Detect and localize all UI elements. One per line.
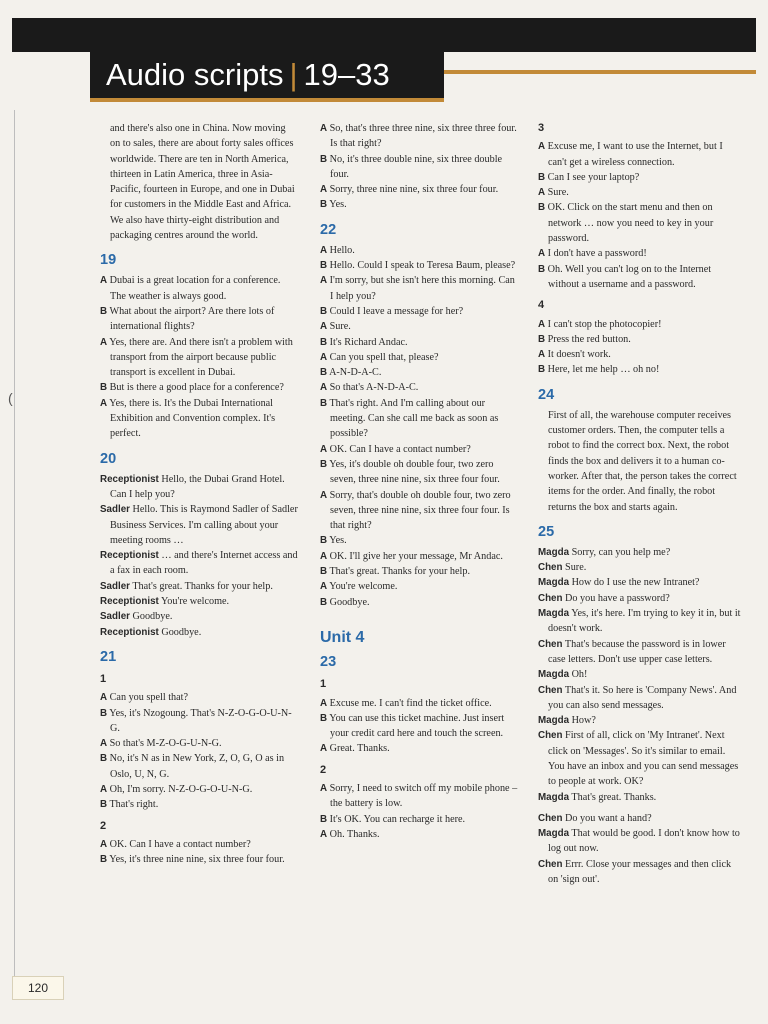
dialogue-line <box>320 396 520 442</box>
speaker-label: A <box>320 244 328 256</box>
line-text: Oh, I'm sorry. N-Z-O-G-O-U-N-G. <box>109 783 253 795</box>
line-text: No, it's three double nine, six three double four. <box>329 153 503 180</box>
speaker-label: A <box>320 123 328 134</box>
unit-heading: Unit 4 <box>320 628 365 646</box>
dialogue-20 <box>100 472 298 640</box>
line-text: Sure. <box>565 562 587 574</box>
dialogue-line <box>538 606 742 637</box>
speaker-label: A <box>320 184 328 196</box>
speaker-label: Chen <box>538 858 563 870</box>
section-number: 25 <box>538 523 555 540</box>
line-text: OK. I'll give her your message, Mr Andac. <box>329 550 503 562</box>
dialogue-line <box>100 751 298 782</box>
speaker-label: A <box>320 489 328 501</box>
dialogue-line <box>100 579 298 594</box>
speaker-label: B <box>320 566 328 578</box>
paragraph-24: First of all, the warehouse computer receives customer orders. Then, the computer tells a robot to find the correct box. Next, the robot finds the box and delivers it to a human co-worker. After that, the person takes the correct items for the order. And finally, the robot returns the box and starts again. <box>548 409 737 513</box>
line-text: OK. Can I have a contact number? <box>329 443 471 455</box>
dialogue-line <box>320 549 520 564</box>
section-number: 19 <box>100 252 117 269</box>
speaker-label: A <box>320 581 328 593</box>
speaker-label: B <box>100 305 108 317</box>
dialogue-line <box>320 182 520 197</box>
dialogue-line <box>100 335 298 381</box>
line-text: So, that's three three nine, six three three four. Is that right? <box>329 123 517 150</box>
dialogue-line <box>320 152 520 183</box>
line-text: Do you want a hand? <box>565 812 652 824</box>
speaker-label: B <box>320 397 328 409</box>
title-range: 19–33 <box>303 57 390 92</box>
speaker-label: B <box>320 199 328 211</box>
speaker-label: A <box>320 351 328 363</box>
dialogue-line <box>538 713 742 728</box>
line-text: How? <box>571 715 596 727</box>
dialogue-line <box>538 790 742 805</box>
speaker-label: A <box>538 187 546 199</box>
dialogue-21-2-cont <box>320 121 520 213</box>
dialogue-line <box>100 609 298 624</box>
speaker-label: Receptionist <box>100 550 159 562</box>
line-text: That's great. Thanks for your help. <box>132 580 273 592</box>
dialogue-line <box>538 591 742 606</box>
line-text: Yes, it's three nine nine, six three four four. <box>109 854 285 866</box>
speaker-label: A <box>320 782 328 794</box>
dialogue-line <box>538 637 742 668</box>
dialogue-line <box>538 683 742 714</box>
speaker-label: A <box>320 275 328 287</box>
speaker-label: B <box>320 813 328 825</box>
line-text: Here, let me help … oh no! <box>547 364 660 376</box>
line-text: Excuse me, I want to use the Internet, but I can't get a wireless connection. <box>547 141 723 168</box>
speaker-label: A <box>320 697 328 709</box>
dialogue-line <box>320 533 520 548</box>
line-text: Oh. Thanks. <box>329 828 380 840</box>
speaker-label: Magda <box>538 669 570 681</box>
line-text: Could I leave a message for her? <box>329 305 464 317</box>
line-text: That's it. So here is 'Company News'. And you can also send messages. <box>548 684 737 711</box>
line-text: A-N-D-A-C. <box>329 367 382 379</box>
line-text: It doesn't work. <box>547 349 611 361</box>
line-text: Can you spell that, please? <box>329 351 439 363</box>
dialogue-line <box>538 560 742 575</box>
dialogue-23-3 <box>538 139 742 292</box>
dialogue-line <box>100 797 298 812</box>
speaker-label: A <box>100 783 108 795</box>
speaker-label: A <box>320 743 328 755</box>
title-main: Audio scripts <box>106 57 284 92</box>
speaker-label: B <box>100 382 108 394</box>
column-2 <box>320 121 520 842</box>
dialogue-line <box>538 246 742 261</box>
line-text: Yes, there are. And there isn't a problem with transport from the airport because public transport is excellent in Dubai. <box>109 336 293 379</box>
line-text: Dubai is a great location for a conference. The weather is always good. <box>109 275 281 302</box>
speaker-label: Receptionist <box>100 626 159 638</box>
dialogue-line <box>538 545 742 560</box>
line-text: No, it's N as in New York, Z, O, G, O as in Oslo, U, N, G. <box>109 753 285 780</box>
line-text: That would be good. I don't know how to log out now. <box>548 828 740 855</box>
dialogue-line <box>320 258 520 273</box>
speaker-label: B <box>538 171 546 183</box>
dialogue-23-4 <box>538 317 742 378</box>
dialogue-line <box>320 197 520 212</box>
speaker-label: Magda <box>538 608 570 620</box>
dialogue-21-2 <box>100 837 298 868</box>
speaker-label: A <box>100 692 108 704</box>
line-text: Hello. This is Raymond Sadler of Sadler Business Services. I'm calling about your meeting rooms … <box>110 504 298 546</box>
dialogue-line <box>320 335 520 350</box>
sub-number: 1 <box>320 678 327 691</box>
speaker-label: B <box>100 707 108 719</box>
dialogue-line <box>320 564 520 579</box>
speaker-label: B <box>100 854 108 866</box>
line-text: Goodbye. <box>161 626 202 638</box>
dialogue-line <box>100 380 298 395</box>
sub-number: 3 <box>538 122 545 134</box>
intro-paragraph: and there's also one in China. Now moving on to sales, there are about forty sales offices worldwide. There are ten in North America, thirteen in Latin America, three in Asia-Pacific, fourteen in Europe, and one in Dubai for customers in the Middle East and Africa. We also have thirty-eight distribution and packaging centres around the world. <box>110 123 295 242</box>
speaker-label: A <box>320 321 328 333</box>
line-text: Can I see your laptop? <box>547 171 640 183</box>
margin-marker: ( <box>8 390 13 406</box>
speaker-label: B <box>320 367 328 379</box>
line-text: Hello, the Dubai Grand Hotel. Can I help you? <box>110 473 285 500</box>
line-text: Great. Thanks. <box>329 743 390 755</box>
dialogue-line <box>538 332 742 347</box>
line-text: I don't have a password! <box>547 248 647 260</box>
dialogue-line <box>538 575 742 590</box>
dialogue-line <box>320 273 520 304</box>
speaker-label: Chen <box>538 684 563 696</box>
line-text: Sorry, that's double oh double four, two zero seven, three nine nine, six three four four. Is that right? <box>329 489 511 532</box>
speaker-label: B <box>320 305 328 317</box>
speaker-label: A <box>100 838 108 850</box>
dialogue-line <box>538 667 742 682</box>
line-text: Sure. <box>329 321 351 333</box>
line-text: I'm sorry, but she isn't here this morning. Can I help you? <box>329 275 515 302</box>
dialogue-line <box>100 690 298 705</box>
line-text: Hello. <box>329 244 355 256</box>
speaker-label: Sadler <box>100 504 130 516</box>
line-text: Sorry, I need to switch off my mobile phone – the battery is low. <box>329 782 518 810</box>
speaker-label: Magda <box>538 828 570 840</box>
speaker-label: B <box>320 260 328 272</box>
dialogue-line <box>538 317 742 332</box>
speaker-label: B <box>320 712 328 724</box>
line-text: Yes, there is. It's the Dubai International Exhibition and Convention complex. It's perfect. <box>109 397 276 440</box>
speaker-label: B <box>538 364 546 376</box>
speaker-label: Magda <box>538 577 570 589</box>
line-text: Goodbye. <box>329 596 370 608</box>
speaker-label: Magda <box>538 715 570 727</box>
dialogue-line <box>320 457 520 488</box>
dialogue-line <box>320 442 520 457</box>
line-text: Yes. <box>329 199 347 211</box>
line-text: First of all, click on 'My Intranet'. Next click on 'Messages'. So it's similar to email. You have an inbox and you can send messages to people at work. OK? <box>548 730 739 788</box>
line-text: Yes, it's Nzogoung. That's N-Z-O-G-O-U-N-G. <box>109 707 292 734</box>
speaker-label: A <box>538 318 546 330</box>
line-text: Yes, it's here. I'm trying to key it in, but it doesn't work. <box>548 608 741 635</box>
dialogue-line <box>538 139 742 170</box>
dialogue-line <box>100 852 298 867</box>
line-text: That's because the password is in lower case letters. Don't use upper case letters. <box>548 638 726 665</box>
speaker-label: B <box>100 799 108 811</box>
speaker-label: Magda <box>538 791 570 803</box>
column-3 <box>538 121 742 887</box>
line-text: Do you have a password? <box>565 592 670 604</box>
dialogue-line <box>320 121 520 152</box>
speaker-label: Chen <box>538 562 563 574</box>
sub-number: 4 <box>538 299 545 312</box>
line-text: It's OK. You can recharge it here. <box>329 813 466 825</box>
line-text: Excuse me. I can't find the ticket office. <box>329 697 492 709</box>
dialogue-line <box>100 625 298 640</box>
speaker-label: B <box>320 458 328 470</box>
dialogue-line <box>100 736 298 751</box>
header-bar <box>12 18 756 52</box>
speaker-label: A <box>320 382 328 394</box>
line-text: Sorry, can you help me? <box>571 546 671 558</box>
dialogue-line <box>538 262 742 293</box>
dialogue-line <box>100 837 298 852</box>
speaker-label: B <box>320 596 328 608</box>
dialogue-line <box>320 812 520 827</box>
line-text: Press the red button. <box>547 333 631 345</box>
line-text: You're welcome. <box>329 581 398 593</box>
page-title <box>106 54 390 96</box>
speaker-label: Chen <box>538 638 563 650</box>
dialogue-line <box>100 502 298 548</box>
line-text: That's great. Thanks. <box>571 791 657 803</box>
speaker-label: B <box>538 263 546 275</box>
dialogue-line <box>538 728 742 789</box>
dialogue-line <box>320 711 520 742</box>
dialogue-line <box>538 826 742 857</box>
speaker-label: Chen <box>538 730 563 742</box>
dialogue-line <box>320 579 520 594</box>
speaker-label: Sadler <box>100 611 130 623</box>
dialogue-line <box>320 380 520 395</box>
line-text: You're welcome. <box>160 596 230 608</box>
line-text: That's great. Thanks for your help. <box>329 566 471 578</box>
dialogue-line <box>100 548 298 579</box>
line-text: But is there a good place for a conference? <box>109 382 284 394</box>
line-text: OK. Click on the start menu and then on network … now you need to key in your password. <box>547 202 714 245</box>
margin-rule <box>14 110 15 980</box>
line-text: What about the airport? Are there lots of international flights? <box>109 305 275 333</box>
speaker-label: Chen <box>538 592 563 604</box>
dialogue-line <box>320 304 520 319</box>
speaker-label: B <box>320 336 328 348</box>
section-number: 24 <box>538 386 555 403</box>
dialogue-line <box>100 594 298 609</box>
speaker-label: B <box>538 333 546 345</box>
speaker-label: B <box>538 202 546 214</box>
dialogue-23-2 <box>320 781 520 842</box>
line-text: I can't stop the photocopier! <box>547 318 662 330</box>
line-text: So that's A-N-D-A-C. <box>329 382 419 394</box>
speaker-label: A <box>320 443 328 455</box>
line-text: OK. Can I have a contact number? <box>109 838 251 850</box>
speaker-label: A <box>100 738 108 750</box>
dialogue-line <box>320 488 520 534</box>
dialogue-line <box>320 741 520 756</box>
line-text: Sorry, three nine nine, six three four four. <box>329 184 499 196</box>
speaker-label: A <box>320 828 328 840</box>
sub-number: 1 <box>100 672 107 685</box>
line-text: You can use this ticket machine. Just insert your credit card here and touch the screen. <box>329 712 505 740</box>
dialogue-line <box>320 781 520 812</box>
dialogue-line <box>100 273 298 304</box>
dialogue-line <box>320 319 520 334</box>
section-number: 21 <box>100 648 117 665</box>
line-text: That's right. <box>109 799 159 811</box>
dialogue-19 <box>100 273 298 441</box>
dialogue-21-1 <box>100 690 298 812</box>
dialogue-line <box>320 696 520 711</box>
line-text: Errr. Close your messages and then click on 'sign out'. <box>548 858 732 886</box>
speaker-label: A <box>538 349 546 361</box>
speaker-label: B <box>320 535 328 547</box>
dialogue-line <box>320 350 520 365</box>
line-text: Oh. Well you can't log on to the Internet without a username and a password. <box>547 263 712 290</box>
line-text: … and there's Internet access and a fax in each room. <box>110 550 298 577</box>
dialogue-line <box>538 857 742 888</box>
section-number: 20 <box>100 450 117 467</box>
line-text: Goodbye. <box>132 611 173 623</box>
dialogue-line <box>538 811 742 826</box>
sub-number: 2 <box>320 763 327 776</box>
dialogue-line <box>538 185 742 200</box>
dialogue-line <box>320 365 520 380</box>
line-text: Sure. <box>547 187 569 199</box>
dialogue-23-1 <box>320 696 520 757</box>
line-text: Hello. Could I speak to Teresa Baum, please? <box>329 260 516 272</box>
dialogue-22 <box>320 243 520 610</box>
dialogue-line <box>100 706 298 737</box>
speaker-label: B <box>320 153 328 165</box>
speaker-label: B <box>100 753 108 765</box>
line-text: It's Richard Andac. <box>329 336 408 348</box>
section-number: 23 <box>320 654 337 671</box>
speaker-label: A <box>320 550 328 562</box>
dialogue-line <box>320 827 520 842</box>
speaker-label: A <box>100 336 108 348</box>
column-1 <box>100 121 298 867</box>
speaker-label: A <box>538 248 546 260</box>
speaker-label: Chen <box>538 812 563 824</box>
speaker-label: A <box>100 397 108 409</box>
speaker-label: Magda <box>538 546 570 558</box>
line-text: Yes, it's double oh double four, two zero seven, three nine nine, six three four four. <box>329 458 500 486</box>
speaker-label: Receptionist <box>100 596 159 608</box>
title-underline <box>90 98 444 102</box>
speaker-label: A <box>538 141 546 153</box>
title-separator: | <box>289 57 298 92</box>
line-text: Yes. <box>329 535 347 547</box>
dialogue-line <box>538 170 742 185</box>
dialogue-line <box>320 595 520 610</box>
line-text: Can you spell that? <box>109 692 188 704</box>
section-number: 22 <box>320 221 337 238</box>
title-accent-line <box>444 70 756 74</box>
dialogue-line <box>538 347 742 362</box>
speaker-label: Sadler <box>100 580 130 592</box>
dialogue-line <box>538 200 742 246</box>
line-text: Oh! <box>571 669 588 681</box>
dialogue-line <box>100 304 298 335</box>
dialogue-line <box>320 243 520 258</box>
dialogue-line <box>100 472 298 503</box>
dialogue-25-cont <box>538 811 742 887</box>
dialogue-line <box>538 362 742 377</box>
speaker-label: Receptionist <box>100 473 159 485</box>
line-text: How do I use the new Intranet? <box>571 577 700 589</box>
line-text: So that's M-Z-O-G-U-N-G. <box>109 738 222 750</box>
dialogue-line <box>100 396 298 442</box>
speaker-label: A <box>100 275 108 287</box>
dialogue-line <box>100 782 298 797</box>
sub-number: 2 <box>100 819 107 832</box>
dialogue-25 <box>538 545 742 805</box>
line-text: That's right. And I'm calling about our meeting. Can she call me back as soon as possible? <box>329 397 499 440</box>
page-number: 120 <box>12 976 64 1000</box>
